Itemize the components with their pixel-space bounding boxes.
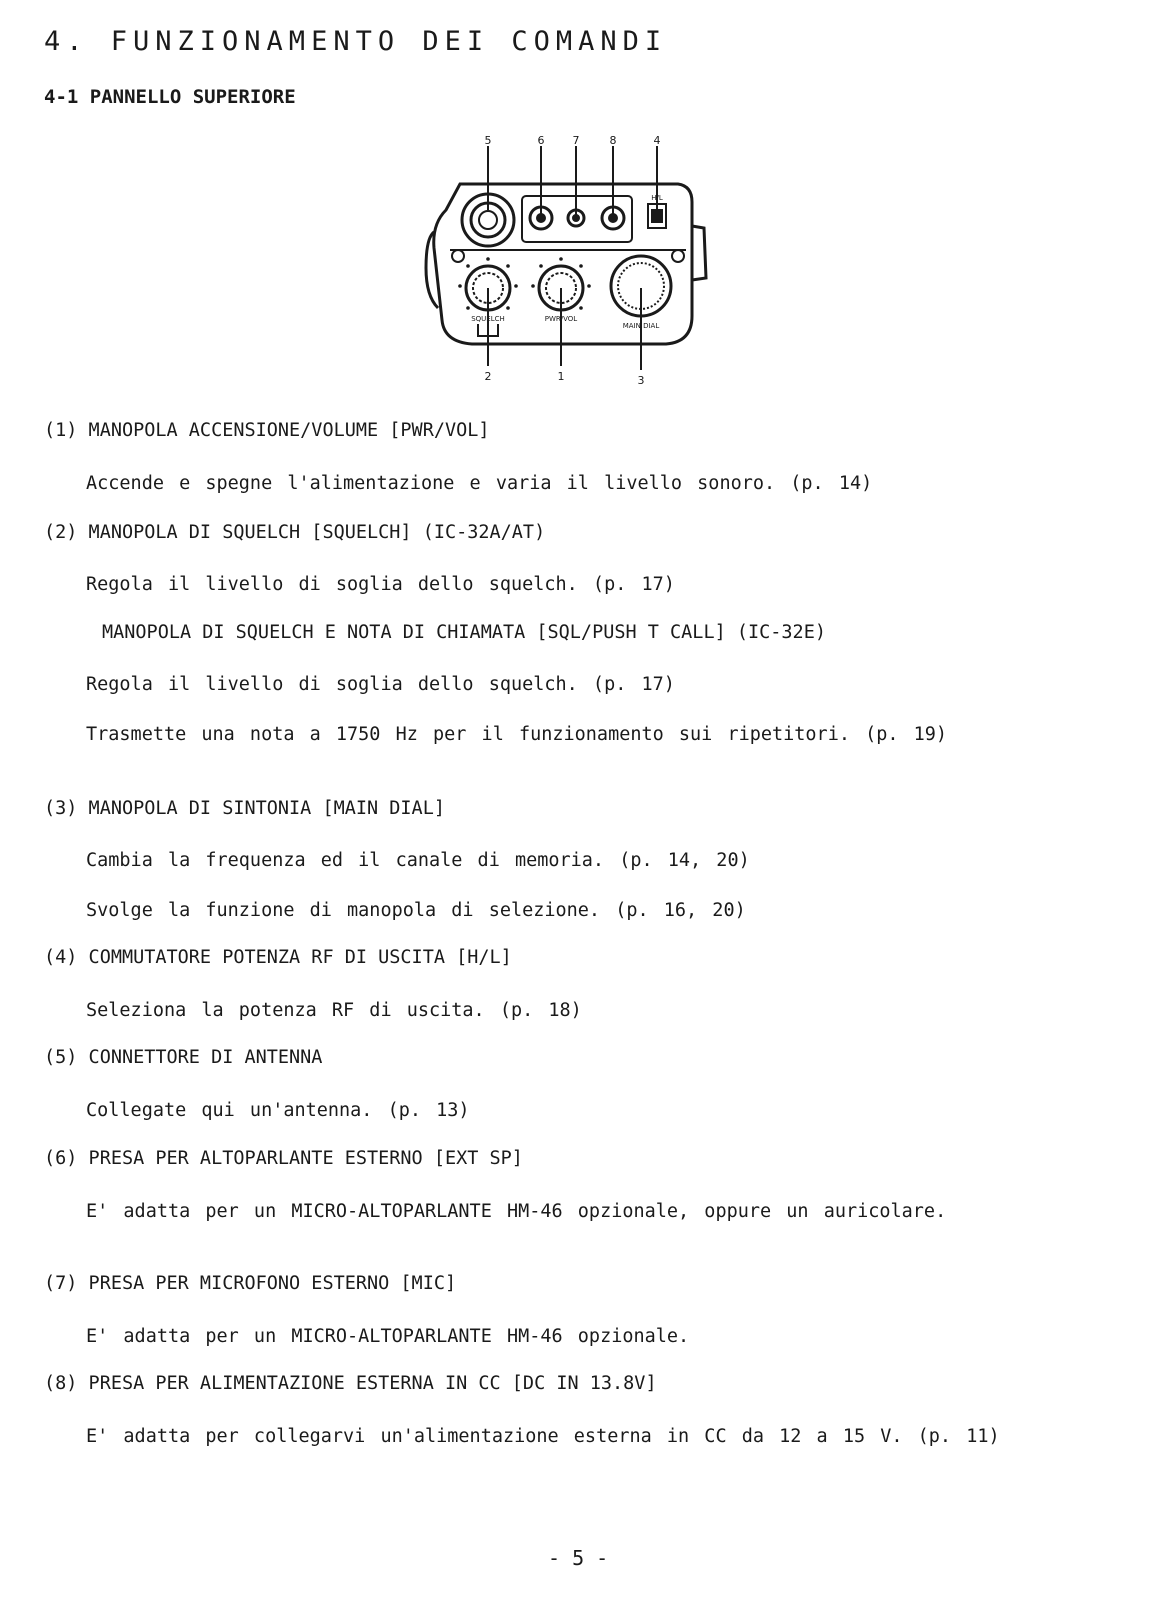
callout-8: 8 <box>609 134 617 147</box>
callout-2: 2 <box>484 370 492 383</box>
main-dial-label: MAIN DIAL <box>622 322 660 330</box>
callout-5: 5 <box>484 134 492 147</box>
item-1-desc: Accende e spegne l'alimentazione e varia il livello sonoro. (p. 14) <box>86 473 873 494</box>
chapter-title: 4. FUNZIONAMENTO DEI COMANDI <box>44 26 668 57</box>
item-7-desc: E' adatta per un MICRO-ALTOPARLANTE HM-46 opzionale. <box>86 1326 690 1347</box>
callout-3: 3 <box>637 374 645 387</box>
top-panel-diagram <box>420 128 720 396</box>
item-3-desc-2: Svolge la funzione di manopola di selezione. (p. 16, 20) <box>86 900 746 921</box>
item-6-desc: E' adatta per un MICRO-ALTOPARLANTE HM-46 opzionale, oppure un auricolare. <box>86 1201 947 1222</box>
item-8-heading: (8) PRESA PER ALIMENTAZIONE ESTERNA IN CC [DC IN 13.8V] <box>44 1373 657 1394</box>
squelch-label: SQUELCH <box>471 315 505 323</box>
item-2e-heading: MANOPOLA DI SQUELCH E NOTA DI CHIAMATA [SQL/PUSH T CALL] (IC-32E) <box>102 622 826 643</box>
item-6-heading: (6) PRESA PER ALTOPARLANTE ESTERNO [EXT SP] <box>44 1148 523 1169</box>
item-2-heading: (2) MANOPOLA DI SQUELCH [SQUELCH] (IC-32A/AT) <box>44 522 546 543</box>
callout-1: 1 <box>557 370 565 383</box>
item-2-desc: Regola il livello di soglia dello squelch. (p. 17) <box>86 574 675 595</box>
pwr-vol-label: PWR/VOL <box>544 315 578 323</box>
radio-top-panel-drawing <box>420 128 720 396</box>
section-title: 4-1 PANNELLO SUPERIORE <box>44 86 296 108</box>
item-2e-desc-1: Regola il livello di soglia dello squelch. (p. 17) <box>86 674 675 695</box>
item-1-heading: (1) MANOPOLA ACCENSIONE/VOLUME [PWR/VOL] <box>44 420 490 441</box>
item-4-desc: Seleziona la potenza RF di uscita. (p. 18) <box>86 1000 582 1021</box>
item-2e-desc-2: Trasmette una nota a 1750 Hz per il funzionamento sui ripetitori. (p. 19) <box>86 724 948 745</box>
page-number: - 5 - <box>548 1546 609 1570</box>
item-3-heading: (3) MANOPOLA DI SINTONIA [MAIN DIAL] <box>44 798 445 819</box>
item-4-heading: (4) COMMUTATORE POTENZA RF DI USCITA [H/L] <box>44 947 512 968</box>
item-8-desc: E' adatta per collegarvi un'alimentazione esterna in CC da 12 a 15 V. (p. 11) <box>86 1426 1000 1447</box>
item-3-desc-1: Cambia la frequenza ed il canale di memoria. (p. 14, 20) <box>86 850 750 871</box>
item-5-desc: Collegate qui un'antenna. (p. 13) <box>86 1100 470 1121</box>
callout-4: 4 <box>653 134 661 147</box>
item-7-heading: (7) PRESA PER MICROFONO ESTERNO [MIC] <box>44 1273 457 1294</box>
item-5-heading: (5) CONNETTORE DI ANTENNA <box>44 1047 323 1068</box>
callout-7: 7 <box>572 134 580 147</box>
h-l-label: H/L <box>651 194 663 202</box>
callout-6: 6 <box>537 134 545 147</box>
